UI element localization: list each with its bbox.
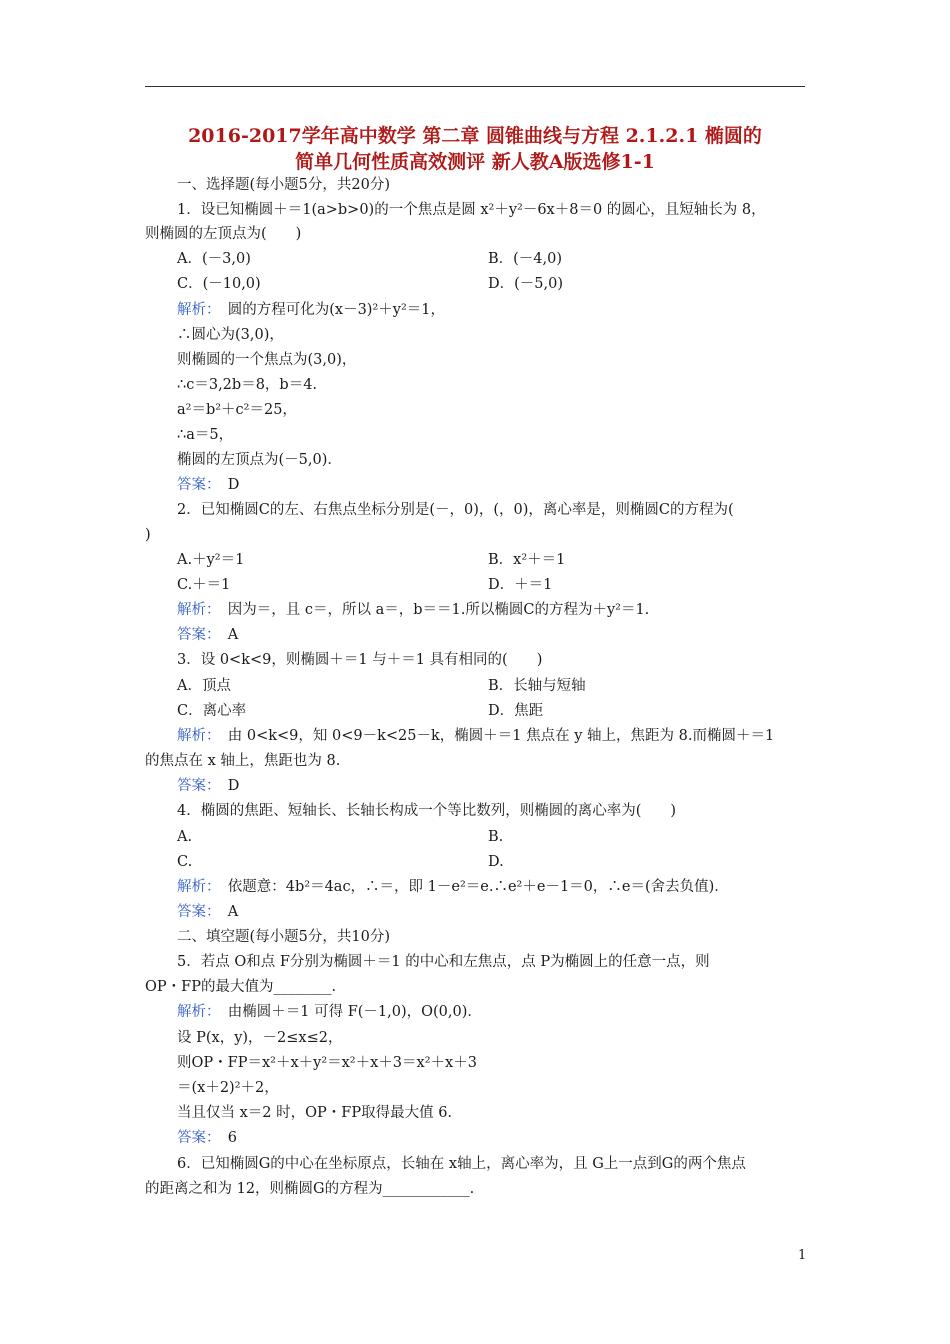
solution-text: 依题意：4b²＝4ac，∴＝，即 1－e²＝e.∴e²＋e－1＝0，∴e＝(舍去负值)．: [227, 879, 729, 895]
answer-label: 答案：: [177, 1130, 214, 1146]
answer-line: [177, 625, 847, 645]
answer-line: [177, 1128, 847, 1148]
answer-value: A: [227, 904, 239, 920]
option-d: D.: [488, 854, 504, 870]
option-a: A．(－3,0): [177, 251, 251, 267]
option-b: B．长轴与短轴: [488, 678, 586, 694]
solution-text: ∴圆心为(3,0)，: [177, 327, 284, 343]
option-b: B．x²＋＝1: [488, 552, 566, 568]
option-c: C．离心率: [177, 703, 247, 719]
question-text: 5．若点 O和点 F分别为椭圆＋＝1 的中心和左焦点，点 P为椭圆上的任意一点，则: [177, 954, 710, 970]
section-heading: 一、选择题(每小题5分，共20分): [177, 177, 390, 193]
solution-text: 当且仅当 x＝2 时，OP・FP取得最大值 6.: [177, 1105, 453, 1121]
doc-title-line1: 2016-2017学年高中数学 第二章 圆锥曲线与方程 2.1.2.1 椭圆的: [188, 125, 762, 147]
question-text: 则椭圆的左顶点为( ): [145, 226, 302, 242]
answer-line: [177, 776, 847, 796]
solution-text: 则OP・FP＝x²＋x＋y²＝x²＋x＋3＝x²＋x＋3: [177, 1055, 477, 1071]
doc-title-line2: 简单几何性质高效测评 新人教A版选修1-1: [295, 151, 655, 173]
solution-text: 圆的方程可化为(x－3)²＋y²＝1，: [227, 302, 446, 318]
option-a: A.: [177, 829, 193, 845]
question-text: 4．椭圆的焦距、短轴长、长轴长构成一个等比数列，则椭圆的离心率为( ): [177, 803, 677, 819]
question-text: OP・FP的最大值为________.: [145, 979, 337, 995]
solution-text: 则椭圆的一个焦点为(3,0)，: [177, 352, 357, 368]
solution-text: ∴a＝5，: [177, 427, 234, 443]
option-d: D．焦距: [488, 703, 544, 719]
solution-text: 的焦点在 x 轴上，焦距也为 8.: [145, 753, 341, 769]
option-a: A.＋y²＝1: [177, 552, 245, 568]
question-text: ): [145, 527, 151, 543]
solution-text: 由 0<k<9，知 0<9－k<25－k，椭圆＋＝1 焦点在 y 轴上，焦距为 8.而椭圆＋＝1: [227, 728, 775, 744]
solution-label: 解析：: [177, 728, 214, 744]
option-b: B．(－4,0): [488, 251, 563, 267]
solution-label: 解析：: [177, 302, 214, 318]
solution-line: [177, 1002, 847, 1022]
solution-line: [177, 300, 847, 320]
answer-label: 答案：: [177, 778, 214, 794]
solution-text: a²＝b²＋c²＝25，: [177, 402, 297, 418]
option-a: A．顶点: [177, 678, 231, 694]
solution-text: ∴c＝3,2b＝8，b＝4.: [177, 377, 318, 393]
question-text: 2．已知椭圆C的左、右焦点坐标分别是(－，0)，(，0)，离心率是，则椭圆C的方程为(: [177, 502, 734, 518]
question-text: 6．已知椭圆G的中心在坐标原点，长轴在 x轴上，离心率为，且 G上一点到G的两个焦点: [177, 1156, 746, 1172]
solution-text: 椭圆的左顶点为(－5,0)．: [177, 452, 342, 468]
option-c: C.＋＝1: [177, 577, 231, 593]
solution-text: ＝(x＋2)²＋2，: [177, 1080, 279, 1096]
question-text: 的距离之和为 12，则椭圆G的方程为____________.: [145, 1181, 475, 1197]
answer-label: 答案：: [177, 904, 214, 920]
header-rule: [145, 86, 805, 87]
solution-label: 解析：: [177, 602, 214, 618]
answer-value: 6: [227, 1130, 237, 1146]
answer-value: D: [227, 778, 240, 794]
answer-value: D: [227, 477, 240, 493]
solution-label: 解析：: [177, 879, 214, 895]
page-number: 1: [798, 1248, 807, 1263]
answer-label: 答案：: [177, 477, 214, 493]
question-text: 3．设 0<k<9，则椭圆＋＝1 与＋＝1 具有相同的( ): [177, 652, 543, 668]
question-text: 1．设已知椭圆＋＝1(a>b>0)的一个焦点是圆 x²＋y²－6x＋8＝0 的圆心，且短轴长为 8，: [177, 202, 766, 218]
option-d: D．(－5,0): [488, 276, 563, 292]
section-heading: 二、填空题(每小题5分，共10分): [177, 929, 390, 945]
answer-line: [177, 902, 847, 922]
option-c: C.: [177, 854, 193, 870]
solution-line: [177, 726, 847, 746]
solution-line: [177, 877, 847, 897]
answer-value: A: [227, 627, 239, 643]
option-d: D．＋＝1: [488, 577, 553, 593]
solution-text: 由椭圆＋＝1 可得 F(－1,0)，O(0,0)．: [227, 1004, 482, 1020]
solution-text: 因为＝，且 c＝，所以 a＝，b＝＝1.所以椭圆C的方程为＋y²＝1.: [227, 602, 650, 618]
option-c: C．(－10,0): [177, 276, 261, 292]
solution-label: 解析：: [177, 1004, 214, 1020]
answer-label: 答案：: [177, 627, 214, 643]
option-b: B.: [488, 829, 504, 845]
solution-line: [177, 600, 847, 620]
solution-text: 设 P(x，y)，－2≤x≤2，: [177, 1030, 343, 1046]
answer-line: [177, 475, 847, 495]
